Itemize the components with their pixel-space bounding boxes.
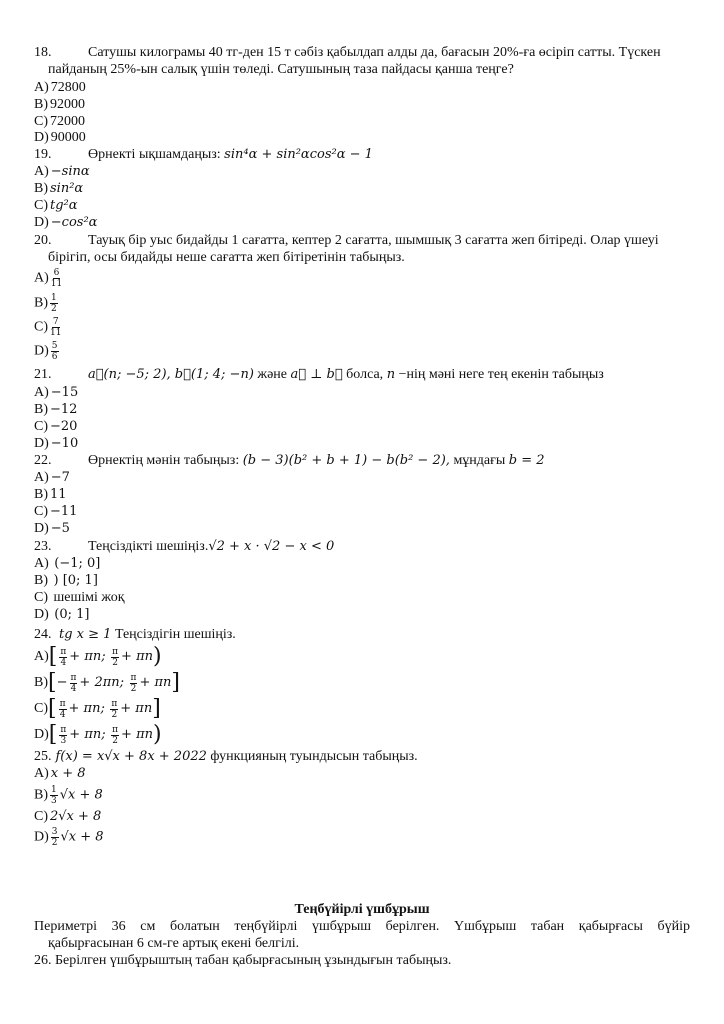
option-d: D) −10 [34, 436, 79, 451]
math-expression: sin⁴α + sin²αcos²α − 1 [224, 147, 373, 162]
option-a: A) −15 [34, 385, 79, 400]
option-b: B)[− $\frac{\pi}{4}$ + 2πn; $\frac{\pi}{2}$ + πn] [34, 670, 180, 695]
fraction: $\frac{1}{2}$ [51, 293, 57, 314]
question-19: 19. Өрнекті ықшамдаңыз: sin⁴α + sin²αcos²α − 1 [34, 147, 373, 162]
fraction: $\frac{6}{11}$ [50, 268, 63, 289]
question-24: 24. tg x ≥ 1 Теңсіздігін шешіңіз. [34, 627, 236, 642]
option-a: A) (−1; 0] [34, 556, 101, 571]
fraction: $\frac{5}{6}$ [51, 341, 58, 362]
option-c: C) 72000 [34, 114, 85, 129]
option-d: D) 90000 [34, 130, 86, 145]
option-c: C) шешімі жоқ [34, 590, 125, 605]
question-text-cont: пайданың 25%-ын салық үшін төледі. Сатушының таза пайдасы қанша теңге? [48, 62, 514, 77]
section-paragraph: Периметрі 36 см болатын теңбүйірлі үшбұрыш берілген. Үшбұрыш табан қабырғасы бүйір [34, 919, 690, 934]
question-20: 20. Тауық бір уыс бидайды 1 сағатта, кептер 2 сағатта, шымшық 3 сағатта жеп бітіреді. Олар үшеуі [34, 233, 659, 248]
option-a: A) −7 [34, 470, 70, 485]
option-b: B) $\frac{1}{2}$ [34, 293, 57, 314]
question-23: 23. Теңсіздікті шешіңіз.√2 + x · √2 − x < 0 [34, 539, 335, 554]
option-a: A) 72800 [34, 80, 86, 95]
option-a: A) $\frac{6}{11}$ [34, 268, 63, 289]
option-b: B) −12 [34, 402, 78, 417]
question-text: Сатушы килограмы 40 тг-ден 15 т сәбіз қабылдап алды да, бағасын 20%-ға өсіріп сатты. Түскен [88, 45, 661, 60]
option-b: B) sin²α [34, 181, 84, 196]
option-c: C)[ $\frac{\pi}{4}$ + πn; $\frac{\pi}{2}$ + πn] [34, 696, 161, 721]
fraction: $\frac{7}{11}$ [50, 317, 62, 338]
question-22: 22. Өрнектің мәнін табыңыз: (b − 3)(b² + b + 1) − b(b² − 2), мұндағы b = 2 [34, 453, 545, 468]
option-d: D) $\frac{3}{2}$ √x + 8 [34, 827, 104, 848]
option-d: D) −cos²α [34, 215, 98, 230]
option-b: B) 11 [34, 487, 67, 502]
section-title: Теңбүйірлі үшбұрыш [294, 902, 430, 917]
question-21: 21. a⃗(n; −5; 2), b⃗(1; 4; −n) және a⃗ ⊥ b⃗ болса, n −нің мәні неге тең екенін табыңыз [34, 367, 604, 382]
option-a: A) −sinα [34, 164, 90, 179]
option-d: D) (0; 1] [34, 607, 90, 622]
option-c: C) tg²α [34, 198, 78, 213]
section-paragraph-cont: қабырғасынан 6 см-ге артық екені белгілі. [48, 936, 300, 951]
question-18 [34, 44, 661, 61]
option-d: D) $\frac{5}{6}$ [34, 341, 58, 362]
option-c: C) $\frac{7}{11}$ [34, 317, 62, 338]
option-a: A)[ $\frac{\pi}{4}$ + πn; $\frac{\pi}{2}$ + πn) [34, 644, 162, 669]
option-d: D)[ $\frac{\pi}{3}$ + πn; $\frac{\pi}{2}$ + πn) [34, 722, 162, 747]
option-b: B) ) [0; 1] [34, 573, 98, 588]
option-b: B) 92000 [34, 97, 85, 112]
question-26: 26. Берілген үшбұрыштың табан қабырғасының ұзындығын табыңыз. [34, 953, 452, 968]
option-d: D) −5 [34, 521, 70, 536]
question-text-cont: бірігіп, осы бидайды неше сағатта жеп бітіретінін табыңыз. [48, 250, 405, 265]
option-b: B) $\frac{1}{3}$ √x + 8 [34, 785, 103, 806]
option-c: C) 2√x + 8 [34, 809, 102, 824]
question-number: 18. [34, 45, 52, 60]
option-c: C) −11 [34, 504, 78, 519]
option-a: A) x + 8 [34, 766, 86, 781]
question-25: 25. f(x) = x√x + 8x + 2022 функцияның туындысын табыңыз. [34, 749, 418, 764]
option-c: C) −20 [34, 419, 78, 434]
